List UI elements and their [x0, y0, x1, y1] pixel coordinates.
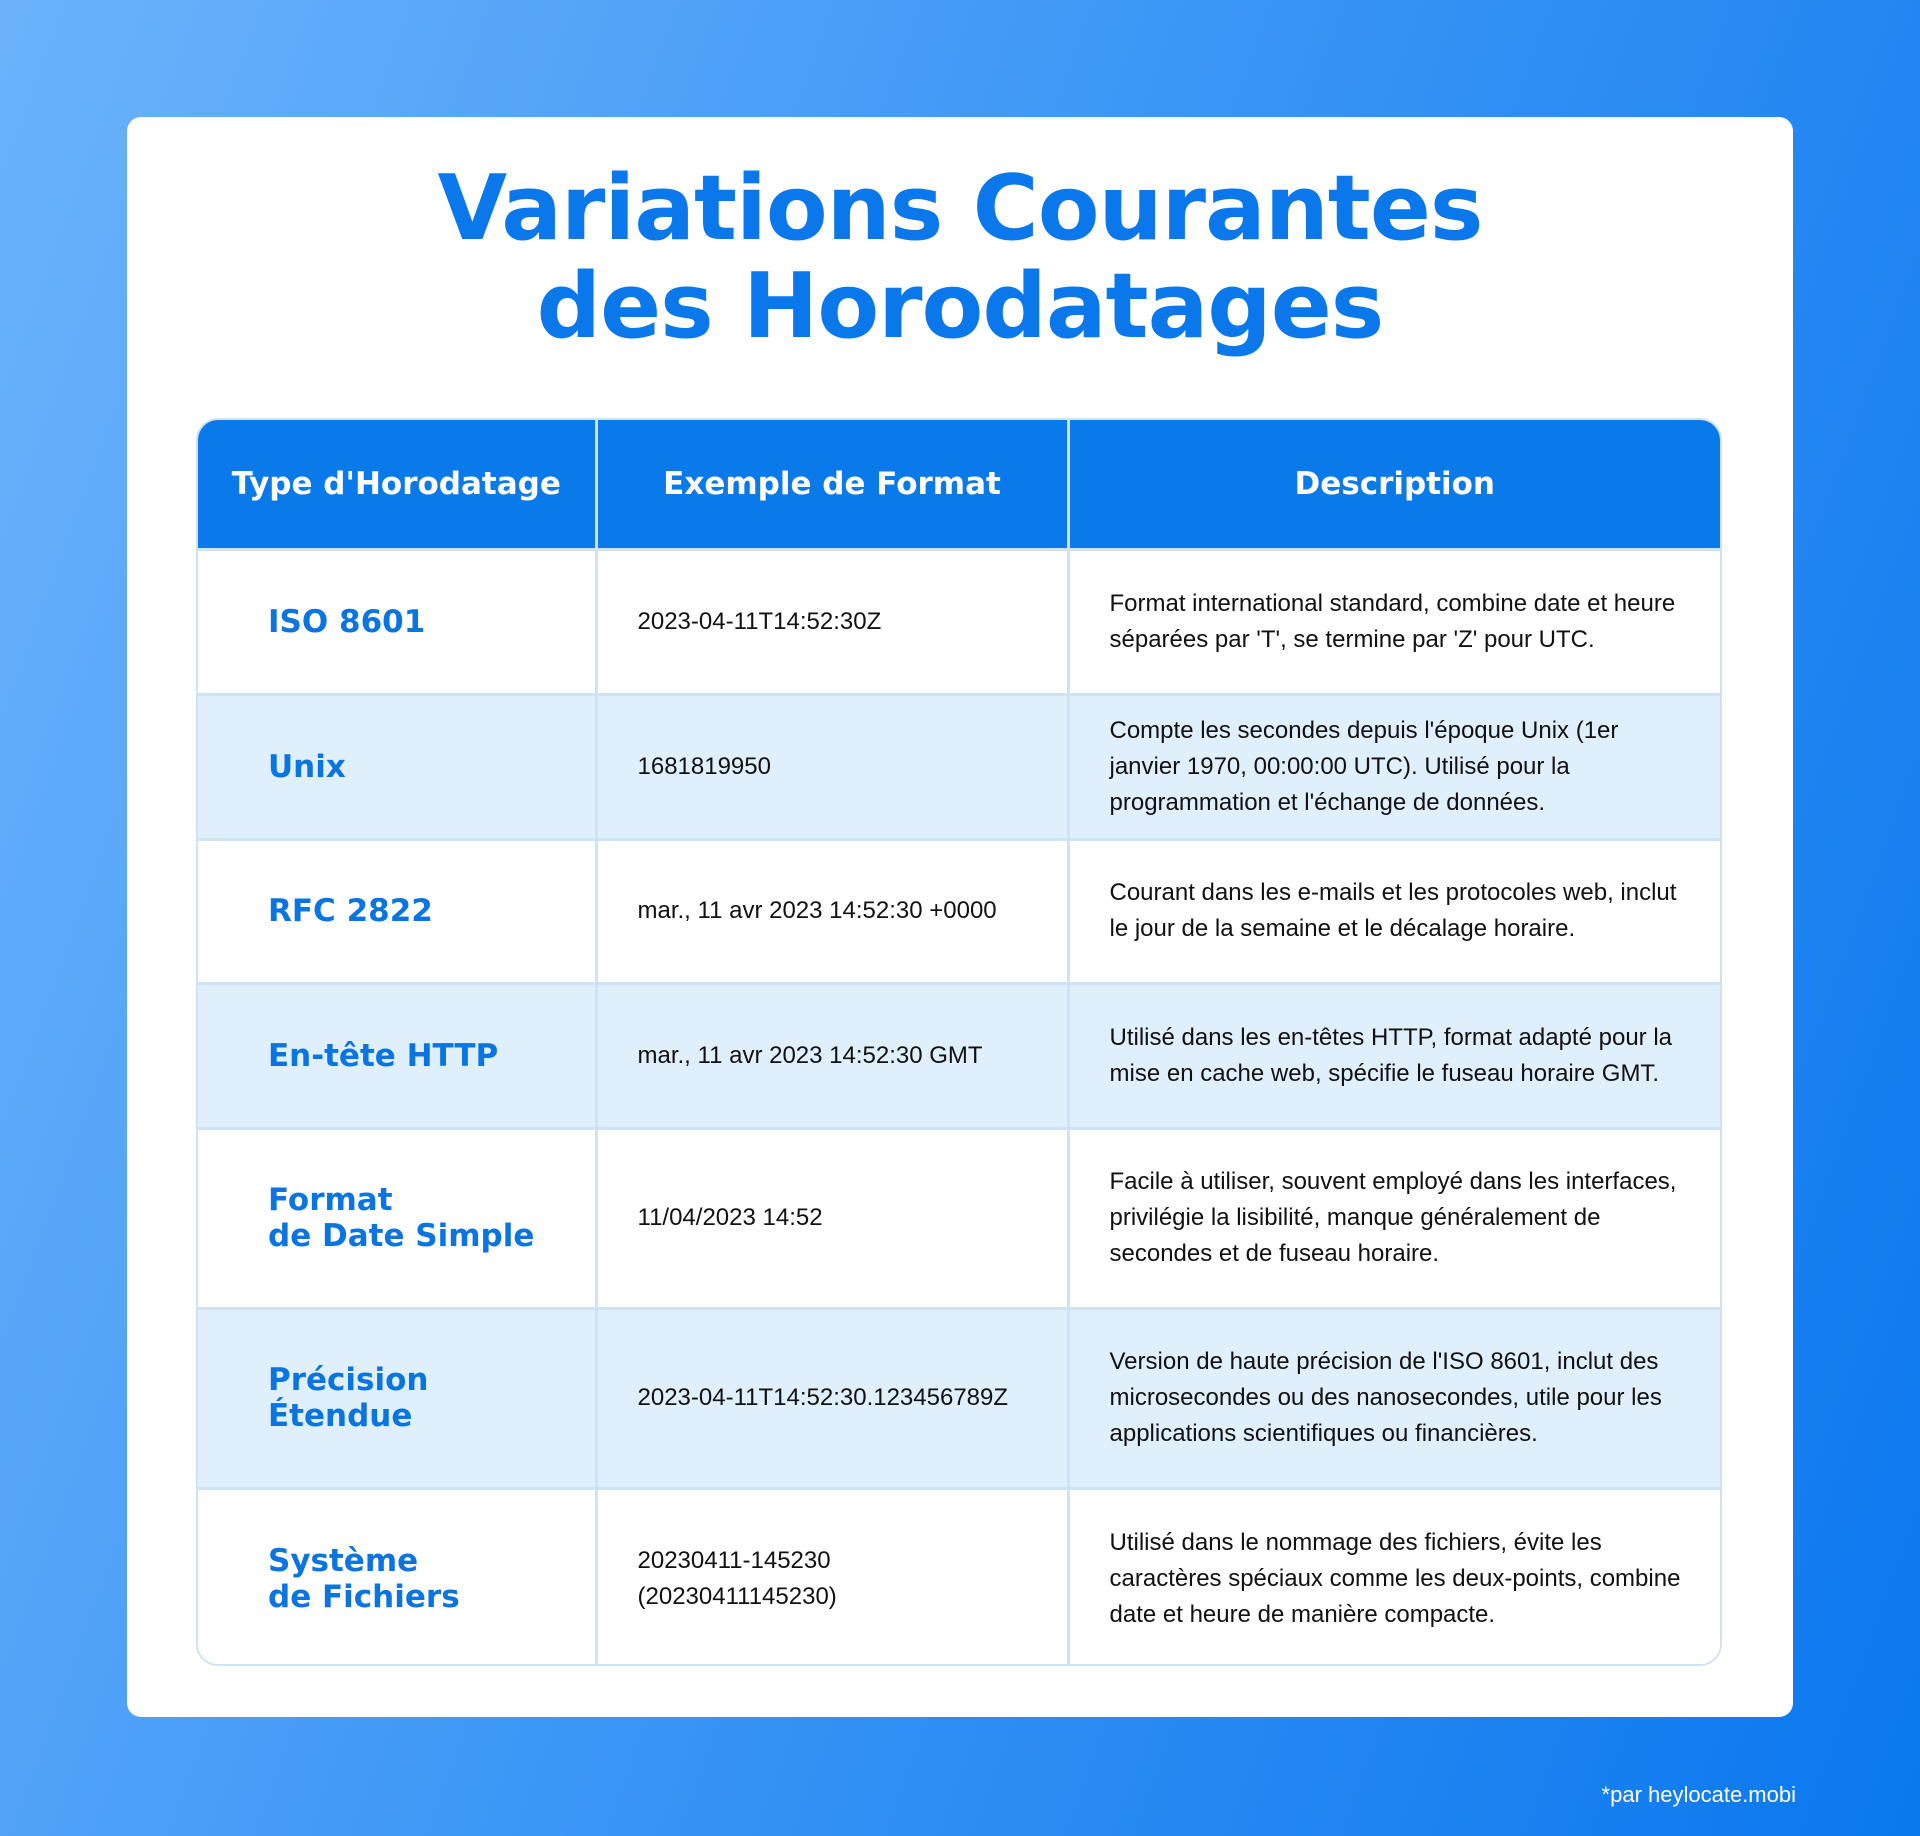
table-row [198, 1128, 1720, 1308]
table-row [198, 983, 1720, 1128]
row-example: 2023-04-11T14:52:30Z [596, 549, 1068, 694]
row-type: RFC 2822 [198, 839, 596, 983]
table-row [198, 839, 1720, 983]
row-type: ISO 8601 [198, 549, 596, 694]
header-description: Description [1068, 420, 1720, 549]
row-example: 11/04/2023 14:52 [596, 1128, 1068, 1308]
row-example: mar., 11 avr 2023 14:52:30 +0000 [596, 839, 1068, 983]
row-example: 20230411-145230 (20230411145230) [596, 1488, 1068, 1666]
row-type: Format de Date Simple [198, 1128, 596, 1308]
table-row [198, 1488, 1720, 1666]
row-type: Précision Étendue [198, 1308, 596, 1488]
page-title-line-2: des Horodatages [536, 254, 1384, 359]
table-header-row [198, 420, 1720, 549]
row-description: Version de haute précision de l'ISO 8601, inclut des microsecondes ou des nanosecondes, utile pour les applications scientifiques ou financières. [1068, 1308, 1720, 1488]
table-row [198, 694, 1720, 839]
row-description: Facile à utiliser, souvent employé dans les interfaces, privilégie la lisibilité, manque généralement de secondes et de fuseau horaire. [1068, 1128, 1720, 1308]
row-type: Unix [198, 694, 596, 839]
header-example: Exemple de Format [596, 420, 1068, 549]
row-description: Format international standard, combine date et heure séparées par 'T', se termine par 'Z' pour UTC. [1068, 549, 1720, 694]
page-title-line-1: Variations Courantes [437, 156, 1483, 261]
page-title [0, 156, 1920, 359]
row-description: Utilisé dans le nommage des fichiers, évite les caractères spéciaux comme les deux-points, combine date et heure de manière compacte. [1068, 1488, 1720, 1666]
header-type: Type d'Horodatage [198, 420, 596, 549]
row-example: mar., 11 avr 2023 14:52:30 GMT [596, 983, 1068, 1128]
row-description: Courant dans les e-mails et les protocoles web, inclut le jour de la semaine et le décalage horaire. [1068, 839, 1720, 983]
row-type: En-tête HTTP [198, 983, 596, 1128]
row-description: Utilisé dans les en-têtes HTTP, format adapté pour la mise en cache web, spécifie le fuseau horaire GMT. [1068, 983, 1720, 1128]
source-credit: *par heylocate.mobi [1601, 1782, 1796, 1807]
row-description: Compte les secondes depuis l'époque Unix (1er janvier 1970, 00:00:00 UTC). Utilisé pour la programmation et l'échange de données. [1068, 694, 1720, 839]
row-type: Système de Fichiers [198, 1488, 596, 1666]
table-row [198, 549, 1720, 694]
timestamp-table [196, 418, 1722, 1666]
row-example: 1681819950 [596, 694, 1068, 839]
row-example: 2023-04-11T14:52:30.123456789Z [596, 1308, 1068, 1488]
table-row [198, 1308, 1720, 1488]
